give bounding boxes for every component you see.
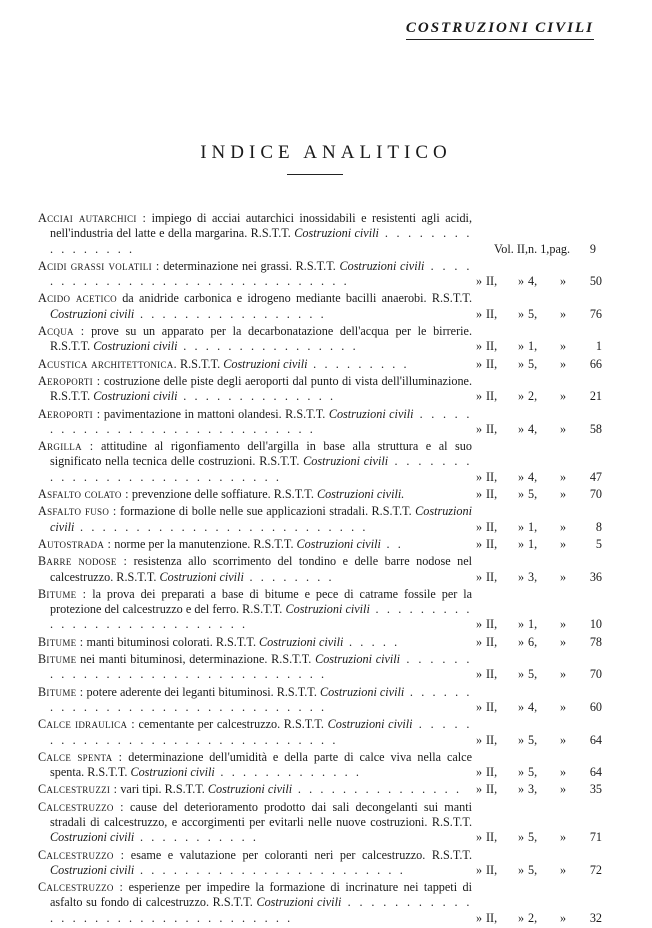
entry-leader-dots: . . . . . . . . . . . . . . . xyxy=(292,782,462,797)
ditto-mark: » xyxy=(559,699,567,714)
entry-publication: Costruzioni civili xyxy=(303,454,389,469)
entry-text xyxy=(38,537,472,552)
entry-text xyxy=(38,259,472,290)
ditto-mark: » xyxy=(475,830,483,845)
entry-leader-dots: . . . . . . . . . . . . . xyxy=(214,765,362,780)
index-entry xyxy=(38,291,602,322)
entry-location xyxy=(472,911,602,926)
ditto-mark: » xyxy=(517,339,525,354)
index-entry xyxy=(38,799,602,846)
entry-text xyxy=(38,291,472,322)
ditto-mark: » xyxy=(475,339,483,354)
entry-description: potere aderente dei leganti bituminosi. R.S.T.T. xyxy=(83,684,320,699)
page-number: 5 xyxy=(595,536,602,551)
ditto-mark: » xyxy=(517,699,525,714)
entry-text xyxy=(38,635,472,650)
entry-description: cause del deterioramento prodotto dai sali decongelanti sui manti stradali di calcestruzzo, e accorgimenti per evitarli nelle nuove costruzioni. R.S.T.T. xyxy=(50,799,473,829)
volume-number: II, xyxy=(486,910,498,925)
ditto-mark: » xyxy=(517,487,525,502)
entry-publication: Costruzioni civili xyxy=(93,389,178,404)
ditto-mark: » xyxy=(559,667,567,682)
entry-leader-dots: . . . . . . . . . . . . . . . . xyxy=(50,226,472,256)
ditto-mark: » xyxy=(517,862,525,877)
index-entry xyxy=(38,406,602,438)
ditto-mark: » xyxy=(559,782,567,797)
entry-leader-dots: . . . . . . . . . . . xyxy=(134,830,259,845)
entry-description: vari tipi. R.S.T.T. xyxy=(117,782,208,797)
issue-label: n. 1, xyxy=(528,241,550,256)
entry-publication: Costruzioni civili xyxy=(285,602,370,617)
index-entry xyxy=(38,504,602,535)
entry-leader-dots: . . . . . . . . . . . . . . . . . . . . . . . . . . . . . . . xyxy=(50,652,472,682)
ditto-mark: » xyxy=(475,667,483,682)
entry-text xyxy=(38,717,472,748)
page-number: 8 xyxy=(595,519,602,534)
ditto-mark: » xyxy=(475,862,483,877)
entry-location xyxy=(472,617,602,632)
ditto-mark: » xyxy=(517,421,525,436)
entry-leader-dots: . . . . . . . . . . . . . . . . . . . . . . . . . . . . . . . xyxy=(50,717,472,747)
ditto-mark: » xyxy=(475,356,483,371)
page-number: 78 xyxy=(589,634,602,649)
page-number: 35 xyxy=(589,782,602,797)
ditto-mark: » xyxy=(559,356,567,371)
ditto-mark: » xyxy=(475,536,483,551)
entry-location xyxy=(472,863,602,878)
entry-description: norme per la manutenzione. R.S.T.T. xyxy=(111,536,297,551)
entry-leader-dots: . . . . . . . . . . . . . . . . . . . . . . . . . . . . . . . xyxy=(50,684,473,714)
page-number: 70 xyxy=(589,487,602,502)
ditto-mark: » xyxy=(517,519,525,534)
ditto-mark: » xyxy=(475,732,483,747)
entry-heading: Calce spenta : xyxy=(38,749,123,764)
ditto-mark: » xyxy=(475,487,483,502)
page-number: 60 xyxy=(589,699,602,714)
entry-heading: Calcestruzzi : xyxy=(38,782,118,797)
issue-number: 5, xyxy=(528,765,538,780)
issue-number: 5, xyxy=(528,732,538,747)
entry-leader-dots: . . xyxy=(380,536,404,551)
ditto-mark: » xyxy=(559,910,567,925)
entry-text xyxy=(38,685,472,716)
volume-number: II, xyxy=(486,634,498,649)
page-title: INDICE ANALITICO xyxy=(200,142,452,163)
ditto-mark: » xyxy=(475,910,483,925)
ditto-mark: » xyxy=(559,617,567,632)
issue-number: 4, xyxy=(528,699,538,714)
title-rule xyxy=(287,174,343,175)
volume-number: II, xyxy=(486,830,498,845)
entry-heading: Argilla : xyxy=(38,439,94,454)
entry-location xyxy=(472,765,602,780)
entry-heading: Autostrada : xyxy=(38,536,112,551)
index-entry xyxy=(38,356,602,372)
entry-location xyxy=(472,520,602,535)
index-entry xyxy=(38,487,602,502)
volume-number: II, xyxy=(486,274,498,289)
entry-publication: Costruzioni civili xyxy=(296,536,381,551)
entry-heading: Barre nodose : xyxy=(38,554,128,569)
issue-number: 1, xyxy=(528,339,538,354)
issue-number: 5, xyxy=(528,862,538,877)
ditto-mark: » xyxy=(475,274,483,289)
entry-text xyxy=(38,357,472,372)
ditto-mark: » xyxy=(559,862,567,877)
entry-heading: Acido acetico xyxy=(38,291,117,306)
volume-number: II, xyxy=(486,862,498,877)
volume-number: II, xyxy=(486,469,498,484)
entry-text xyxy=(38,652,472,683)
entry-description: determinazione dell'umidità e della parte di calce viva nella calce spenta. R.S.T.T. xyxy=(50,749,472,780)
entry-location xyxy=(472,339,602,354)
entry-publication: Costruzioni civili xyxy=(50,306,135,321)
entry-publication: Costruzioni civili xyxy=(294,226,379,241)
entry-description: la prova dei preparati a base di bitume e pece di catrame fossile per la protezione del calcestruzzo e del ferro. R.S.T.T. xyxy=(50,586,472,617)
entry-description: pavimentazione in mattoni olandesi. R.S.T.T. xyxy=(100,406,329,421)
entry-leader-dots: . . . . . . . . xyxy=(243,569,335,584)
ditto-mark: » xyxy=(517,830,525,845)
ditto-mark: » xyxy=(517,536,525,551)
entry-text xyxy=(38,374,472,405)
entry-text xyxy=(38,750,472,781)
entry-description: impiego di acciai autarchici inossidabili e resistenti agli acidi, nell'industria del latte e della margarina. R.S.T.T. xyxy=(50,211,472,241)
ditto-mark: » xyxy=(475,519,483,534)
entry-heading: Aeroporti : xyxy=(38,373,101,388)
ditto-mark: » xyxy=(475,306,483,321)
volume-number: II, xyxy=(486,536,498,551)
volume-number: II, xyxy=(486,487,498,502)
running-head: COSTRUZIONI CIVILI xyxy=(406,20,594,40)
page-number: 64 xyxy=(589,765,602,780)
page-number: 10 xyxy=(589,617,602,632)
entry-text xyxy=(38,211,472,257)
entry-text xyxy=(38,848,472,879)
entry-publication: Costruzioni civili xyxy=(259,634,344,649)
issue-number: 2, xyxy=(528,389,538,404)
entry-publication: Costruzioni civili xyxy=(50,504,473,534)
volume-number: II, xyxy=(486,356,498,371)
ditto-mark: » xyxy=(517,356,525,371)
entry-publication: Costruzioni civili xyxy=(328,406,414,421)
entry-heading: Asfalto colato : xyxy=(38,487,129,502)
ditto-mark: » xyxy=(517,634,525,649)
entry-publication: Costruzioni civili xyxy=(207,782,293,797)
issue-number: 5, xyxy=(528,356,538,371)
entry-publication: Costruzioni civili xyxy=(50,862,135,877)
ditto-mark: » xyxy=(517,306,525,321)
entry-leader-dots: . . . . . . . . . . . . . . . . . . . . . . . . . . . . . . . . . xyxy=(50,895,472,925)
entry-leader-dots: . . . . . . . . . . . . . . . . . . . . . . . . . . xyxy=(74,519,369,534)
index-entry xyxy=(38,880,602,926)
entry-publication: Costruzioni civili xyxy=(315,652,401,667)
entry-heading: Bitume : xyxy=(38,634,84,649)
entry-leader-dots: . . . . . . . . . . . . . . . . xyxy=(177,339,359,354)
page-number: 50 xyxy=(589,274,602,289)
entry-location xyxy=(472,389,602,404)
entry-leader-dots: . . . . . . . . . . . . . . xyxy=(177,389,336,404)
entry-location xyxy=(472,307,602,322)
entry-publication: Costruzioni civili xyxy=(339,258,425,273)
entry-heading: Acustica architettonica. xyxy=(38,356,177,371)
entry-text xyxy=(38,880,472,926)
entry-heading: Calcestruzzo : xyxy=(38,799,124,814)
issue-number: 4, xyxy=(528,469,538,484)
index-list xyxy=(38,211,602,928)
page-number: 64 xyxy=(589,732,602,747)
entry-description: esame e valutazione per coloranti neri per calcestruzzo. R.S.T.T. xyxy=(124,847,473,862)
entry-description: da anidride carbonica e idrogeno mediante bacilli anaerobi. R.S.T.T. xyxy=(116,291,473,306)
entry-leader-dots: . . . . . . . . . . . . . . . . . . . . . . . . xyxy=(134,862,406,877)
entry-description: formazione di bolle nelle sue applicazioni stradali. R.S.T.T. xyxy=(116,504,416,519)
entry-description: R.S.T.T. xyxy=(176,356,224,371)
entry-heading: Aeroporti : xyxy=(38,406,101,421)
entry-publication: Costruzioni civili xyxy=(327,717,413,732)
page-number: 1 xyxy=(595,339,602,354)
volume-number: II, xyxy=(486,765,498,780)
index-entry xyxy=(38,258,602,290)
ditto-mark: » xyxy=(475,699,483,714)
entry-heading: Bitume : xyxy=(38,586,87,601)
volume-label: Vol. II, xyxy=(494,241,529,256)
ditto-mark: » xyxy=(559,634,567,649)
page-number: 36 xyxy=(589,569,602,584)
ditto-mark: » xyxy=(559,389,567,404)
entry-heading: Bitume xyxy=(38,652,77,667)
entry-text xyxy=(38,504,472,535)
entry-leader-dots: . . . . . . . . . xyxy=(307,356,410,371)
volume-number: II, xyxy=(486,782,498,797)
issue-number: 3, xyxy=(528,782,538,797)
volume-number: II, xyxy=(486,699,498,714)
entry-heading: Acciai autarchici : xyxy=(38,211,147,225)
volume-number: II, xyxy=(486,306,498,321)
entry-text xyxy=(38,800,472,846)
ditto-mark: » xyxy=(559,306,567,321)
entry-location xyxy=(472,274,602,289)
entry-location xyxy=(472,357,602,372)
volume-number: II, xyxy=(486,339,498,354)
ditto-mark: » xyxy=(517,389,525,404)
issue-number: 4, xyxy=(528,274,538,289)
ditto-mark: » xyxy=(559,765,567,780)
index-entry xyxy=(38,717,602,748)
issue-number: 3, xyxy=(528,569,538,584)
entry-text xyxy=(38,554,472,585)
entry-heading: Acidi grassi volatili : xyxy=(38,258,160,273)
entry-leader-dots: . . . . . xyxy=(343,634,400,649)
entry-leader-dots: . . . . . . . . . . . . . . . . . . . . . . . . . . . . . xyxy=(50,406,472,436)
entry-text xyxy=(38,407,472,438)
ditto-mark: » xyxy=(559,469,567,484)
entry-location xyxy=(472,700,602,715)
entry-text xyxy=(38,782,472,797)
entry-location xyxy=(472,242,596,257)
ditto-mark: » xyxy=(517,765,525,780)
index-entry xyxy=(38,684,602,716)
entry-leader-dots: . . . . . . . . . . . . . . . . . xyxy=(134,306,327,321)
ditto-mark: » xyxy=(475,469,483,484)
entry-location xyxy=(472,470,602,485)
index-entry xyxy=(38,586,602,633)
ditto-mark: » xyxy=(517,910,525,925)
entry-publication: Costruzioni civili xyxy=(256,895,342,910)
entry-heading: Calcestruzzo : xyxy=(38,847,125,862)
page-label: pag. xyxy=(549,241,570,256)
ditto-mark: » xyxy=(517,569,525,584)
ditto-mark: » xyxy=(559,569,567,584)
entry-heading: Calcestruzzo : xyxy=(38,880,124,895)
entry-text xyxy=(38,439,472,485)
entry-location xyxy=(472,422,602,437)
ditto-mark: » xyxy=(559,830,567,845)
ditto-mark: » xyxy=(559,421,567,436)
entry-heading: Asfalto fuso : xyxy=(38,504,117,519)
ditto-mark: » xyxy=(475,634,483,649)
entry-text xyxy=(38,324,472,355)
issue-number: 2, xyxy=(528,910,538,925)
volume-number: II, xyxy=(486,732,498,747)
index-entry xyxy=(38,373,602,405)
index-entry xyxy=(38,652,602,683)
entry-location xyxy=(472,782,602,797)
entry-description: cementante per calcestruzzo. R.S.T.T. xyxy=(134,717,328,732)
entry-publication: Costruzioni civili xyxy=(223,356,308,371)
page-number: 70 xyxy=(589,667,602,682)
ditto-mark: » xyxy=(517,617,525,632)
ditto-mark: » xyxy=(559,339,567,354)
page-number: 21 xyxy=(589,389,602,404)
ditto-mark: » xyxy=(559,274,567,289)
issue-number: 1, xyxy=(528,519,538,534)
issue-number: 1, xyxy=(528,617,538,632)
page-number: 58 xyxy=(589,421,602,436)
ditto-mark: » xyxy=(517,667,525,682)
volume-number: II, xyxy=(486,617,498,632)
entry-publication: Costruzioni civili xyxy=(93,339,178,354)
ditto-mark: » xyxy=(475,617,483,632)
entry-leader-dots: . . . . . . . . . . . . . . . . . . . . . . . . . . . xyxy=(50,602,472,632)
entry-description: attitudine al rigonfiamento dell'argilla in base alla struttura e al suo significato nella tecnica delle costruzioni. R.S.T.T. xyxy=(50,439,472,469)
entry-description: resistenza allo scorrimento del tondino e delle barre nodose nel calcestruzzo. R.S.T.T. xyxy=(50,554,472,584)
entry-location xyxy=(472,733,602,748)
entry-leader-dots: . . . . . . . . . . . . . . . . . . . . . . . . . . . . xyxy=(50,454,472,484)
entry-heading: Calce idraulica : xyxy=(38,717,135,732)
index-entry xyxy=(38,782,602,797)
entry-location xyxy=(472,635,602,650)
issue-number: 5, xyxy=(528,830,538,845)
volume-number: II, xyxy=(486,389,498,404)
ditto-mark: » xyxy=(475,765,483,780)
ditto-mark: » xyxy=(475,782,483,797)
index-entry xyxy=(38,324,602,355)
entry-description: costruzione delle piste degli aeroporti dal punto di vista dell'illuminazione. R.S.T.T. xyxy=(50,373,472,404)
entry-location xyxy=(472,830,602,845)
index-entry xyxy=(38,749,602,781)
entry-heading: Acqua : xyxy=(38,324,85,339)
entry-publication: Costruzioni civili xyxy=(130,765,215,780)
entry-description: nei manti bituminosi, determinazione. R.S.T.T. xyxy=(76,652,316,667)
ditto-mark: » xyxy=(475,421,483,436)
issue-number: 5, xyxy=(528,306,538,321)
index-entry xyxy=(38,847,602,879)
entry-description: prevenzione delle soffiature. R.S.T.T. xyxy=(128,487,317,502)
page-number: 72 xyxy=(589,862,602,877)
entry-publication: Costruzioni civili xyxy=(319,684,405,699)
entry-publication: Costruzioni civili xyxy=(159,569,244,584)
ditto-mark: » xyxy=(475,569,483,584)
ditto-mark: » xyxy=(559,536,567,551)
page-number: 47 xyxy=(589,469,602,484)
entry-publication: Costruzioni civili xyxy=(50,830,135,845)
index-entry xyxy=(38,536,602,552)
volume-number: II, xyxy=(486,569,498,584)
index-entry xyxy=(38,554,602,585)
entry-location xyxy=(472,487,602,502)
page-number: 32 xyxy=(589,910,602,925)
entry-description: manti bituminosi colorati. R.S.T.T. xyxy=(83,634,260,649)
entry-description: esperienze per impedire la formazione di incrinature nei tappeti di asfalto su fondo di calcestruzzo. R.S.T.T. xyxy=(50,880,473,910)
ditto-mark: » xyxy=(517,732,525,747)
volume-number: II, xyxy=(486,667,498,682)
ditto-mark: » xyxy=(559,732,567,747)
entry-location xyxy=(472,537,602,552)
page-number: 9 xyxy=(589,241,596,256)
index-entry xyxy=(38,634,602,650)
index-entry xyxy=(38,211,596,257)
entry-location xyxy=(472,570,602,585)
entry-location xyxy=(472,667,602,682)
entry-description: prove su un apparato per la decarbonatazione dell'acqua per le birrerie. R.S.T.T. xyxy=(50,324,472,354)
issue-number: 6, xyxy=(528,634,538,649)
entry-description: determinazione nei grassi. R.S.T.T. xyxy=(159,258,340,273)
volume-number: II, xyxy=(486,519,498,534)
ditto-mark: » xyxy=(475,389,483,404)
issue-number: 1, xyxy=(528,536,538,551)
page-number: 71 xyxy=(589,830,602,845)
page-number: 66 xyxy=(589,356,602,371)
ditto-mark: » xyxy=(559,487,567,502)
ditto-mark: » xyxy=(517,469,525,484)
ditto-mark: » xyxy=(559,519,567,534)
ditto-mark: » xyxy=(517,274,525,289)
issue-number: 4, xyxy=(528,421,538,436)
issue-number: 5, xyxy=(528,667,538,682)
entry-publication: Costruzioni civili. xyxy=(316,487,405,502)
entry-leader-dots: . . . . . . . . . . . . . . . . . . . . . . . . . . . . . . . xyxy=(50,258,472,289)
entry-heading: Bitume : xyxy=(38,684,84,699)
index-entry xyxy=(38,439,602,485)
entry-text xyxy=(38,587,472,633)
ditto-mark: » xyxy=(517,782,525,797)
volume-number: II, xyxy=(486,421,498,436)
entry-text xyxy=(38,487,472,502)
page-number: 76 xyxy=(589,306,602,321)
issue-number: 5, xyxy=(528,487,538,502)
